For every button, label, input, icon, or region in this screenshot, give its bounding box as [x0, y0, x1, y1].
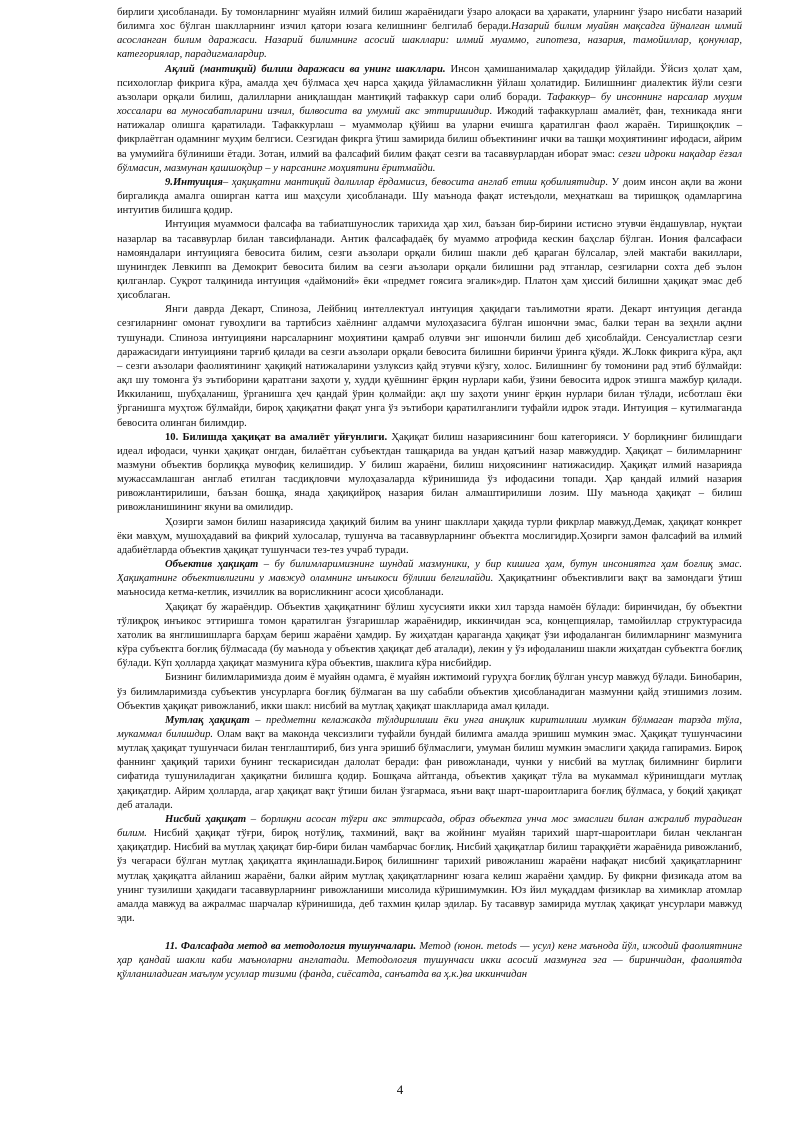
section-heading: Ақлий (мантиқий) билиш даражаси ва унинг шакллари.	[165, 63, 446, 75]
term-heading: Мутлақ ҳақиқат	[165, 714, 250, 726]
paragraph-text: Олам вақт ва маконда чексизлиги туфайли бундай билимга амалда эришиш мумкин эмас. Ҳақиқат тушунчасини мутлақ ҳақиқат тушунчаси билан тенглаштириб, биз унга эришиб бўлмаслиги, умуман билиш мумкин эмаслиги ҳақида гапирамиз. Бироқ фаннинг ҳақиқий тарихи бунинг тескарисидан далолат беради: фан ривожланади, чунки у нисбий ва мутлақ билимнинг бирлиги сифатида тушуниладиган ҳақиқатни билишга қодир. Бошқача айтганда, объектив ҳақиқат тўла ва мукаммал кўринишдаги мутлақ ҳақиқатдир. Айрим ҳолларда, агар ҳақиқат вақт ўтиши билан ўзгармаса, яъни вақт шарт-шароитларига боғлиқ бўлмаса, у боқий ҳақиқат деб аталади.	[117, 728, 742, 811]
term-heading: Объектив ҳақиқат	[165, 559, 259, 571]
section-heading: 9.Интуиция	[165, 176, 223, 188]
paragraph-absolute-truth	[117, 714, 742, 813]
paragraph-italic: – предметни келажакда тўлдирилиши ёки унга аниқлик киритилиши мумкин бўлмаган тарзда тўла, мукаммал билишдир.	[117, 714, 742, 740]
document-page	[117, 6, 742, 983]
paragraph-italic: – борлиқни асосан тўғри акс эттирсада, образ объектга унча мос эмаслиги билан ажралиб турадиган билим.	[117, 813, 742, 840]
paragraph-italic: Метод (юнон. metods — усул) кенг маънода йўл, ижодий фаолиятнинг ҳар қандай шакли каби маъноларни англатади. Методология тушунчаси икки асосий мазмунга эга — биринчидан, фаолиятда қўлланиладиган маълум усуллар тизими (фанда, сиёсатда, санъатда ва ҳ.к.)ва иккинчидан	[117, 941, 743, 981]
page-number: 4	[396, 1082, 404, 1097]
section-heading: 10. Билишда ҳақиқат ва амалиёт уйғунлиги.	[165, 431, 388, 443]
paragraph-method	[117, 940, 742, 982]
paragraph-italic: – ҳақиқатни мантиқий далиллар ёрдамисиз, бевосита англаб етиш қобилиятидир	[222, 176, 606, 188]
section-heading: 11. Фалсафада метод ва методология тушунчалари.	[165, 941, 417, 953]
paragraph-intuition-history: Интуиция муаммоси фалсафа ва табиатшунослик тарихида ҳар хил, баъзан бир-бирини истисно этувчи ёндашувлар, нуқтаи назарлар ва тасаввурлар билан тавсифланади. Антик фалсафадаёқ бу муаммо атрофида кескин баҳслар бўлган. Иония фалсафаси намояндалари интуицияга бевосита билим, сезги аъзолари орқали билиш шакли деб қараган бўлсалар, элей мактаби вакиллари, шунингдек Левкипп ва Демокрит бевосита билим ва сезги аъзолари орқали билишни рад этганлар, сезгиларни сохта деб эълон қилганлар. Суқрот талқинида интуиция «даймоний» ёки «предмет гоясига эгалик»дир. Платон ҳам ҳиссий билишни ҳақиқат эмас деб ҳисоблаган.	[117, 219, 742, 302]
paragraph-objective-truth	[117, 558, 742, 600]
paragraph-italic: сезги идроки нақадар ёғзал бўлмасин, мазмунан қашшоқдир – у нарсанинг моҳиятини ёритмайди.	[117, 148, 743, 174]
paragraph-text: Ҳақиқатнинг объективлиги вақт ва замондаги ўтиш маъносида кетма-кетлик, изчиллик ва ворисликнинг асоси ҳисобланади.	[117, 573, 742, 599]
paragraph-text: Ҳақиқат билиш назариясининг бош категорияси. У борлиқнинг билишдаги идеал ифодаси, чунки ҳақиқат онгдан, билаётган субъектдан ташқарида ва ундан қатъий назар мавжуддир. Ҳақиқат – билимларнинг мазмуни объектив борлиққа мувофиқ келишидир. У билиш жараёни, билиш ниҳоясининг натижасидир. Ҳақиқат илмий назарияда мужассамлашган англаб етилган тасдиқловчи мулоҳазаларда кўринишида ўз ифодасини топади. Ҳар қандай илмий назария ривожлантирилиши, баъзан бошқа, янада ҳақиқийроқ назария билан алмаштирилиши лозим. Шу маънода ҳақиқат – билиш ривожланишининг якуни ва омилидир.	[117, 431, 742, 514]
paragraph-italic: Тафаккур– бу инсоннинг нарсалар муҳим хоссалари ва муносабатларини изчил, билвосита ва умумий акс эттиришидир	[117, 91, 743, 118]
paragraph-text: Инсон ҳамишанималар ҳақидадир ўйлайди. Ўйсиз ҳолат ҳам, психологлар фикрига кўра, амалда ҳеч бўлмаса ҳеч нарса ҳақида ўйламасликнн ўйлаш ҳолатидир. Билишнинг диалектик йўли сезги аъзолари орқали билиш, далилларни аниқлашдан мантиқий тафаккур сари олиб боради.	[117, 63, 742, 103]
paragraph-rational-cognition	[117, 63, 742, 176]
paragraph-intuition	[117, 176, 742, 218]
paragraph-italic: – бу билимларимизнинг шундай мазмуники, у бир кишига ҳам, бутун инсониятга ҳам боғлиқ эмас. Ҳақиқатнинг объективлигини у мавжуд оламнинг инъикоси бўлиши белгилайди.	[117, 559, 742, 585]
paragraph-subjective-elements: Бизнинг билимларимизда доим ё муайян одамга, ё муайян ижтимоий гуруҳга боғлиқ бўлган унсур мавжуд бўлади. Бинобарин, ўз билимларимизда субъектив унсурларга боғлиқ бўлмаган ва шу сабабли объектив ҳисобланадиган мазмунни қайд этишимиз лозим. Объектив ҳақиқат ривожланиб, икки шакл: нисбий ва мутлақ ҳақиқат шаклларида амал қилади.	[117, 672, 742, 712]
paragraph-relative-truth	[117, 813, 742, 926]
paragraph-truth-practice	[117, 431, 742, 516]
paragraph-modern-theory: Ҳозирги замон билиш назариясида ҳақиқий билим ва унинг шакллари ҳақида турли фикрлар мавжуд.Демак, ҳақиқат конкрет ёки мавҳум, мушоҳадавий ва фикрий хулосалар, тушунча ва тасаввурларнинг объектга мослигидир.Ҳозирги замон фалсафий ва илмий адабиётларда объектив ҳақиқат тушунчаси тез-тез учраб туради.	[117, 516, 742, 556]
term-heading: Нисбий ҳақиқат	[165, 813, 247, 825]
paragraph-text: бирлиги ҳисобланади. Бу томонларнинг муайян илмий билиш жараёнидаги ўзаро алоқаси ва ҳаракати, уларнинг ўзаро нисбати назарий билимга хос бўлган шаклларнинг изчил қатори юзага келишнинг белгилаб беради.	[117, 7, 742, 33]
paragraph-modern-intuition: Янги даврда Декарт, Спиноза, Лейбниц интеллектуал интуиция ҳақидаги таълимотни ярати. Декарт интуиция деганда сезгиларнинг омонат гувоҳлиги ва тартибсиз хаёлнинг алдамчи мулоҳазасига бўлган ишончни эмас, балки теран ва зеҳнли ақлни тушунади. Спиноза интуицияни нарсаларнинг моҳиятини қамраб олувчи энг ишончли билиш деб ҳисоблайди. Сенсуалистлар сезги даражасидаги интуицияни тарғиб қилади ва сезги аъзолари орқали бевосита билишни биринчи ўринга қўяди. Ж.Локк фикрига кўра, ақл – сезги аъзолари фаолиятининг ҳақиқий натижаларини узлуксиз қайд этувчи кўзгу, холос. Билишнинг бу томонини рад этиб бўлмайди: ақл шу томонга ўз эътиборини қаратгани заҳоти у, худди қуёшнинг ёрқин нурлари каби, ўзини бевосита идрок этишга мажбур қилади. Иккиланиш, шубҳаланиш, ўрганишга ҳеч қандай ўрин қолмайди: ақл шу заҳоти унинг ёрқин нурлари билан тўлади, исботлаш ёки ўрганишга муҳтож бўлмайди, бироқ ҳақиқатни фақат унга ўз эътибори қаратилганлиги туфайли идрок этади. Интуиция – кутилмаганда бевосита олинган билимдир.	[117, 304, 742, 429]
paragraph-spacer	[117, 926, 742, 940]
paragraph-truth-process: Ҳақиқат бу жараёндир. Объектив ҳақиқатнинг бўлиш хусусияти икки хил тарзда намоён бўлади: биринчидан, бу объектни тўлиқроқ инъикос эттиришга томон қаратилган ўзгаришлар жараёнидир, иккинчидан эса, концепциялар, тамойиллар структурасида хатолик ва янглишишларга барҳам бериш жараёни ҳамдир. Бу жиҳатдан қараганда ҳақиқат ўзи ифодаланган билимларнинг мазмунига кўра субъектга боғлиқ бўлмасада (бу маънода у объектив ҳақиқат деб аталади), лекин у ўз ифодаланиш шакли жиҳатдан субъектга боғлиқ бўлади. Кўп ҳолларда ҳақиқат мазмунига кўра объектив, шаклига кўра нисбийдир.	[117, 601, 742, 670]
paragraph-text: . У доим инсон ақли ва жони биргаликда амалга оширган катта иш маҳсули ҳисобланади. Шу маънода фақат истеъдоли, меҳнаткаш ва тиришқоқ одамларгина интуитив билишга қодир.	[117, 176, 742, 217]
paragraph-italic: Назарий билим муайян мақсадга йўналган илмий асосланган билим даражаси. Назарий билимнинг асосий шакллари: илмий муаммо, гипотеза, назария, тамойиллар, қонунлар, категориялар, парадигмалардир.	[117, 21, 743, 61]
paragraph-text: Нисбий ҳақиқат тўғри, бироқ нотўлиқ, тахминий, вақт ва жойнинг муайян тарихий шарт-шароитлари билан чекланган ҳақиқатдир. Нисбий ва мутлақ ҳақиқат бир-бири билан чамбарчас боғлиқ. Нисбий ҳақиқатлар билиш тараққиёти жараёнида ривожланиб, ўз чегараси бўлган мутлақ ҳақиқатга яқинлашади.Бироқ билишнинг тарихий ривожланиш жараёни нафақат нисбий ҳақиқатларнинг мутлақ ҳақиқатга айланиш жараёни, балки айрим мутлақ ҳақиқатларнинг юзага келиш жараёни ҳамдир. Бу фикрни физикада атом ва унинг тузилиши ҳақидаги тасаввурларнинг ривожланиши мисолида кўришимумкин. Юз йил муқаддам физиклар ва химиклар атомлар амалда мавжуд ва ажралмас шарчалар кўринишида, деб тахмин қилар эдилар. Бу тасаввур замирида мутлақ ҳақиқат унсурлари мавжуд эди.	[117, 828, 742, 924]
paragraph-text: . Ижодий тафаккурлаш амалиёт, фан, техникада янги натижалар олишга қаратилади. Тафаккурлаш – муаммолар қўйиш ва уларни ечишга қаратилган фаол жараён. Тиришқоқлик – фикрлаётган одамнинг муҳим белгиси. Сезгидан фикрга ўтиш замирида билиш объектининг ички ва ташқи моҳиятининг ифодаси, айрим ва умумийга бўлиниши ётади. Зотан, илмий ва фалсафий билим фақат сезги ва тасаввурлардан иборат эмас:	[117, 106, 742, 160]
paragraph-theory-forms	[117, 6, 742, 63]
